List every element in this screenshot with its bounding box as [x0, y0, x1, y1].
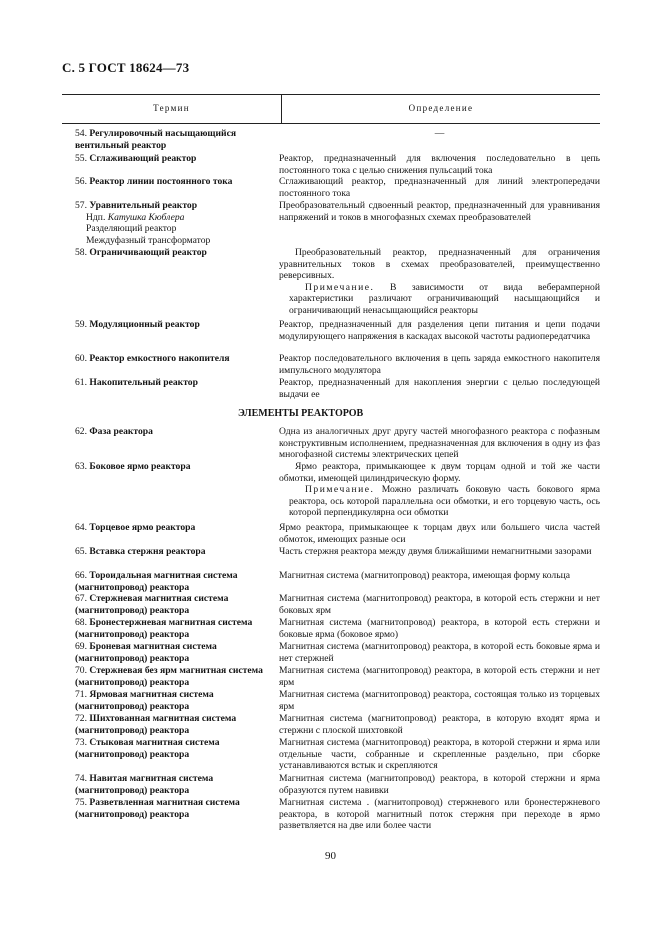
term-cell: 72. Шихтованная магнитная система (магнитопровод) реактора — [75, 713, 237, 736]
page-header: С. 5 ГОСТ 18624—73 — [62, 60, 190, 75]
term-cell: 74. Навитая магнитная система (магнитопровод) реактора — [75, 773, 214, 796]
term-cell: 73. Стыковая магнитная система (магнитопровод) реактора — [75, 737, 220, 760]
definition-cell: Магнитная система (магнитопровод) реактора, имеющая форму кольца — [279, 570, 570, 581]
definition-cell: Реактор, предназначенный для включения последовательно в цепь постоянного тока с целью снижения пульсаций тока — [279, 153, 600, 176]
term-cell: 63. Боковое ярмо реактора — [75, 461, 191, 472]
term-cell: 54. Регулировочный насыщающийся вентильный реактор — [75, 128, 237, 151]
term-cell: 57. Уравнительный реактор Ндп. Катушка Кюблера Разделяющий реактор Междуфазный трансформатор — [75, 200, 211, 246]
definition-cell: Магнитная система (магнитопровод) реактора, в которой есть стержни и нет ярм — [279, 665, 600, 688]
definition-cell: Магнитная система (магнитопровод) реактора, в которой стержни и ярма образуются путем навивки — [279, 773, 600, 796]
note-label: Примечание. — [305, 484, 375, 496]
term-cell: 71. Ярмовая магнитная система (магнитопровод) реактора — [75, 689, 214, 712]
term-cell: 61. Накопительный реактор — [75, 377, 198, 388]
definition-cell: Преобразовательный сдвоенный реактор, предназначенный для уравнивания напряжений и токов в многофазных схемах преобразователей — [279, 200, 600, 223]
glossary-table: 54. Регулировочный насыщающийся вентильный реактор — 55. Сглаживающий реактор Реактор, предназначенный для включения последовательно в цепь постоянного тока с целью снижения пульсаций тока 56. Реактор линии постоянного тока Сглаживающий реактор, предназначенный для линий электропередачи постоянного тока 57. Уравнительный реактор Ндп. Катушка Кюблера Разделяющий реактор Междуфазный трансформатор Преобразовательный сдвоенный реактор, предназначенный для уравнивания напряжений и токов в многофазных схемах преобразователей 58. Ограничивающий реактор Преобразовательный реактор, предназначенный для ограничения уравнительных токов в схемах преобразователей, преимущественно реверсивных. Примечание. В зависимости от вида веберамперной характеристики различают ограничивающий насыщающийся и ограничивающий ненасыщающийся реакторы 59. Модуляционный реактор Реактор, предназначенный для разделения цепи питания и цепи подачи модулирующего напряжения в каскадах высокой частоты радиопередатчика 60. Реактор емкостного накопителя Реактор последовательного включения в цепь заряда емкостного накопителя импульсного модулятора 61. Накопительный реактор Реактор, предназначенный для накопления энергии с целью последующей выдачи ее ЭЛЕМЕНТЫ РЕАКТОРОВ 62. Фаза реактора Одна из аналогичных друг другу частей многофазного реактора с пофазным конструктивным исполнением, предназначенная для включения в одну из фаз многофазной системы электрических цепей 63. Боковое ярмо реактора Ярмо реактора, примыкающее к двум торцам одной и той же части обмотки, имеющей цилиндрическую форму. Примечание. Можно различать боковую часть бокового ярма реактора, ось которой параллельна оси обмотки, и его торцевую часть, ось которой перпендикулярна оси обмотки 64. Торцевое ярмо реактора Ярмо реактора, примыкающее к торцам двух или большего числа частей обмоток, имеющих разные оси 65. Вставка стержня реактора Часть стержня реактора между двумя ближайшими немагнитными зазорами 66. Тороидальная магнитная система (магнитопровод) реактора Магнитная система (магнитопровод) реактора, имеющая форму кольца 67. Стержневая магнитная система (магнитопровод) реактора Магнитная система (магнитопровод) реактора, в которой есть стержни и нет боковых ярм 68. Бронестержневая магнитная система (магнитопровод) реактора Магнитная система (магнитопровод) реактора, в которой есть стержни и боковые ярма (боковое ярмо) 69. Броневая магнитная система (магнитопровод) реактора Магнитная система (магнитопровод) реактора, в которой есть боковые ярма и нет стержней 70. Стержневая без ярм магнитная система (магнитопровод) реактора Магнитная система (магнитопровод) реактора, в которой есть стержни и нет ярм 71. Ярмовая магнитная система (магнитопровод) реактора Магнитная система (магнитопровод) реактора, состоящая только из торцевых ярм 72. Шихтованная магнитная система (магнитопровод) реактора Магнитная система (магнитопровод) реактора, в которую входят ярма и стержни с плоской шихтовкой 73. Стыковая магнитная система (магнитопровод) реактора Магнитная система (магнитопровод) реактора, в которой стержни и ярма или отдельные части, собранные и скрепленные раздельно, при сборке устанавливаются встык и скрепляются 74. Навитая магнитная система (магнитопровод) реактора Магнитная система (магнитопровод) реактора, в которой стержни и ярма образуются путем навивки 75. Разветвленная магнитная система (магнитопровод) реактора Магнитная система . (магнитопровод) стержневого или бронестержневого реактора, в которой магнитный поток стержня при переходе в ярмо разветвляется на две или более части — [75, 128, 600, 832]
definition-cell: Ярмо реактора, примыкающее к двум торцам одной и той же части обмотки, имеющей цилиндрическую форму. Примечание. Можно различать боковую часть бокового ярма реактора, ось которой параллельна оси обмотки, и его торцевую часть, ось которой перпендикулярна оси обмотки — [279, 461, 600, 519]
term-cell: 64. Торцевое ярмо реактора — [75, 522, 196, 533]
definition-cell: Магнитная система . (магнитопровод) стержневого или бронестержневого реактора, в которой магнитный поток стержня при переходе в ярмо разветвляется на две или более части — [279, 797, 600, 832]
term-cell: 66. Тороидальная магнитная система (магнитопровод) реактора — [75, 570, 238, 593]
term-cell: 59. Модуляционный реактор — [75, 319, 200, 330]
term-cell: 69. Броневая магнитная система (магнитопровод) реактора — [75, 641, 217, 664]
definition-cell: Магнитная система (магнитопровод) реактора, в которой есть стержни и боковые ярма (боковое ярмо) — [279, 617, 600, 640]
definition-cell: Реактор, предназначенный для накопления энергии с целью последующей выдачи ее — [279, 377, 600, 400]
note-label: Примечание. — [305, 281, 375, 293]
term-cell: 67. Стержневая магнитная система (магнитопровод) реактора — [75, 593, 229, 616]
definition-cell: Магнитная система (магнитопровод) реактора, в которой стержни и ярма или отдельные части, собранные и скрепленные раздельно, при сборке устанавливаются встык и скрепляются — [279, 737, 600, 772]
page-number: 90 — [325, 850, 336, 862]
definition-cell: Сглаживающий реактор, предназначенный для линий электропередачи постоянного тока — [279, 176, 600, 199]
definition-cell: Реактор последовательного включения в цепь заряда емкостного накопителя импульсного модулятора — [279, 353, 600, 376]
column-header-term: Термин — [153, 103, 190, 113]
term-cell: 60. Реактор емкостного накопителя — [75, 353, 230, 364]
term-cell: 65. Вставка стержня реактора — [75, 546, 206, 557]
definition-cell: Магнитная система (магнитопровод) реактора, в которой есть стержни и нет боковых ярм — [279, 593, 600, 616]
definition-cell: Реактор, предназначенный для разделения цепи питания и цепи подачи модулирующего напряжения в каскадах высокой частоты радиопередатчика — [279, 319, 600, 342]
definition-cell: Одна из аналогичных друг другу частей многофазного реактора с пофазным конструктивным исполнением, предназначенная для включения в одну из фаз многофазной системы электрических цепей — [279, 426, 600, 461]
term-cell: 68. Бронестержневая магнитная система (магнитопровод) реактора — [75, 617, 253, 640]
term-cell: 58. Ограничивающий реактор — [75, 247, 207, 258]
definition-cell: — — [434, 128, 445, 139]
term-cell: 56. Реактор линии постоянного тока — [75, 176, 233, 187]
definition-cell: Ярмо реактора, примыкающее к торцам двух или большего числа частей обмоток, имеющих разные оси — [279, 522, 600, 545]
definition-cell: Магнитная система (магнитопровод) реактора, состоящая только из торцевых ярм — [279, 689, 600, 712]
definition-cell: Магнитная система (магнитопровод) реактора, в которой есть боковые ярма и нет стержней — [279, 641, 600, 664]
term-cell: 70. Стержневая без ярм магнитная система (магнитопровод) реактора — [75, 665, 263, 688]
definition-cell: Магнитная система (магнитопровод) реактора, в которую входят ярма и стержни с плоской шихтовкой — [279, 713, 600, 736]
term-cell: 62. Фаза реактора — [75, 426, 153, 437]
term-cell: 75. Разветвленная магнитная система (магнитопровод) реактора — [75, 797, 240, 820]
column-header-definition: Определение — [408, 103, 474, 113]
term-cell: 55. Сглаживающий реактор — [75, 153, 197, 164]
definition-cell: Преобразовательный реактор, предназначенный для ограничения уравнительных токов в схемах преобразователей, преимущественно реверсивных. Примечание. В зависимости от вида веберамперной характеристики различают ограничивающий насыщающийся и ограничивающий ненасыщающийся реакторы — [279, 247, 600, 316]
definition-cell: Часть стержня реактора между двумя ближайшими немагнитными зазорами — [279, 546, 592, 557]
